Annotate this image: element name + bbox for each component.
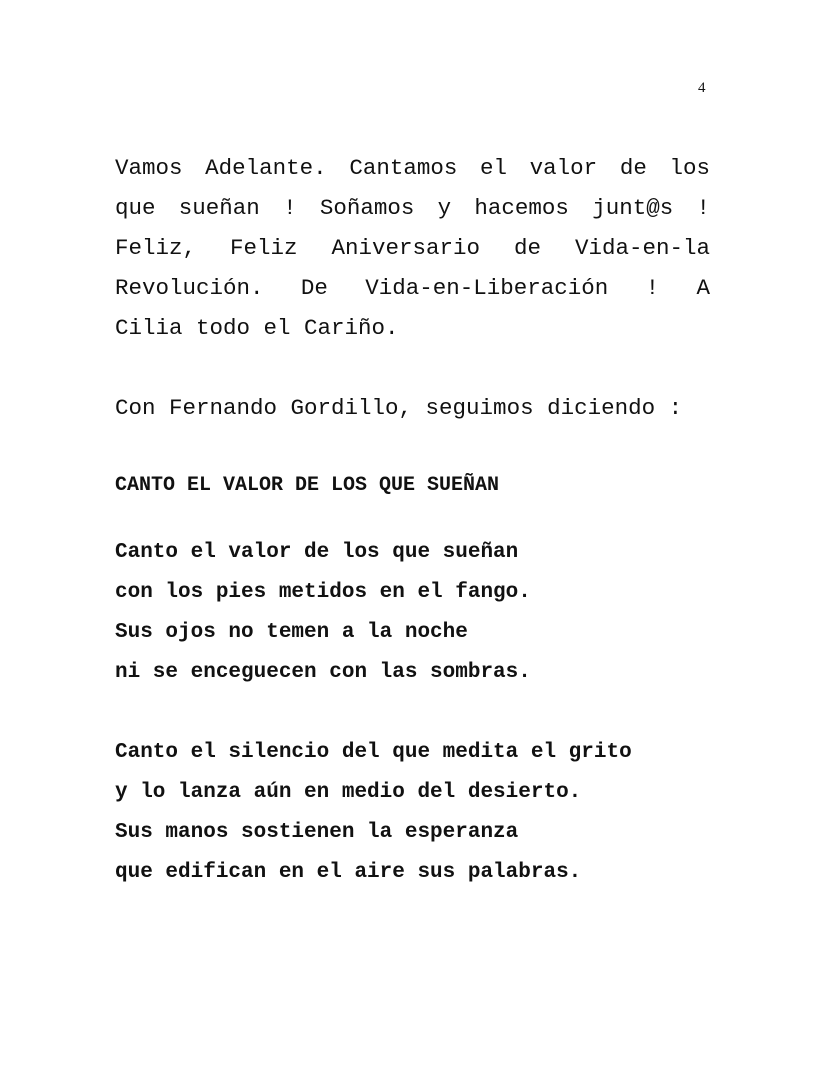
poem-verse: Sus ojos no temen a la noche [115,621,468,644]
poem-verse: Sus manos sostienen la esperanza [115,821,519,844]
poem-verse: y lo lanza aún en medio del desierto. [115,781,582,804]
intro-line: que sueñan ! Soñamos y hacemos junt@s ! [115,195,710,221]
intro-line: Vamos Adelante. Cantamos el valor de los [115,155,710,181]
poem-verse: con los pies metidos en el fango. [115,581,531,604]
intro-line: Revolución. De Vida-en-Liberación ! A [115,275,710,301]
poem-title: CANTO EL VALOR DE LOS QUE SUEÑAN [115,474,500,497]
poem-stanza [115,533,531,693]
poem-verse: Canto el silencio del que medita el grito [115,741,632,764]
page-number: 4 [698,80,706,96]
poem-verse: que edifican en el aire sus palabras. [115,861,582,884]
poem-verse: Canto el valor de los que sueñan [115,541,519,564]
intro-line: Cilia todo el Cariño. [115,315,399,341]
lead-in-line: Con Fernando Gordillo, seguimos diciendo : [115,395,683,421]
poem-stanza [115,733,632,893]
intro-line: Feliz, Feliz Aniversario de Vida-en-la [115,235,710,261]
poem-verse: ni se enceguecen con las sombras. [115,661,531,684]
intro-paragraph [115,148,710,348]
